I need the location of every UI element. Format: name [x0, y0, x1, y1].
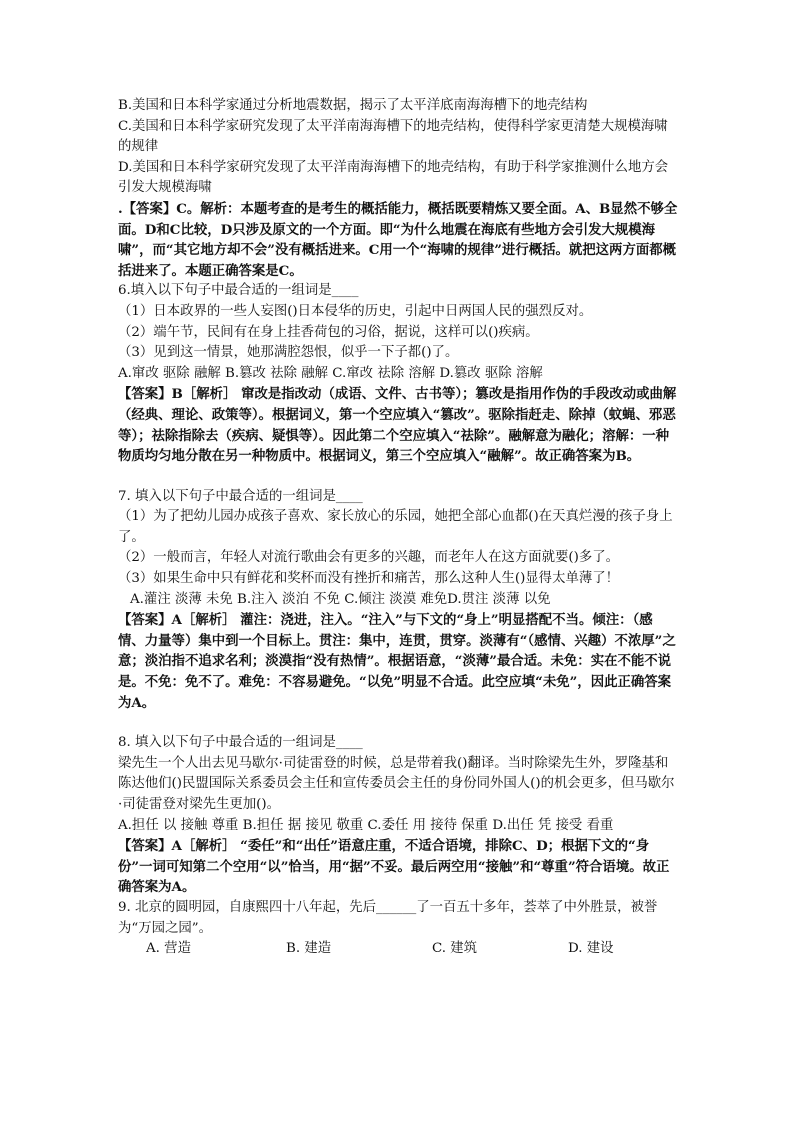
- question-7: 7. 填入以下句子中最合适的一组词是____: [118, 488, 363, 504]
- question-9: 9. 北京的圆明园，自康熙四十八年起，先后______了一百五十多年，荟萃了中外胜景，被誉为“万园之园”。: [118, 899, 658, 936]
- document-page: [118, 96, 678, 960]
- question-6-options: A.窜改 驱除 融解 B.篡改 祛除 融解 C.窜改 祛除 溶解 D.篡改 驱除 溶解: [118, 365, 543, 381]
- question-6-sentence-1: （1）日本政界的一些人妄图()日本侵华的历史，引起中日两国人民的强烈反对。: [118, 303, 593, 319]
- option-c-line: C.美国和日本科学家研究发现了太平洋南海海槽下的地壳结构，使得科学家更清楚大规模海啸的规律: [118, 118, 668, 155]
- q9-option-d: D. 建设: [568, 941, 614, 957]
- question-6-sentence-3: （3）见到这一情景，她那满腔怨恨，似乎一下子都()了。: [118, 345, 459, 361]
- q9-option-a: A. 营造: [146, 941, 191, 957]
- answer-8: 【答案】A［解析］ “委任”和“出任”语意庄重，不适合语境，排除C、D；根据下文的“身份”一词可知第二个空用“以”恰当，用“据”不妥。最后两空用“接触”和“尊重”符合语境。故正确答案为A。: [118, 838, 670, 896]
- question-6: 6.填入以下句子中最合适的一组词是____: [118, 283, 359, 299]
- option-b-line: B.美国和日本科学家通过分析地震数据，揭示了太平洋底南海海槽下的地壳结构: [118, 98, 588, 113]
- question-7-sentence-2: （2）一般而言，年轻人对流行歌曲会有更多的兴趣，而老年人在这方面就要()多了。: [118, 550, 620, 566]
- question-9-options: [118, 939, 678, 960]
- question-7-sentence-1: （1）为了把幼儿园办成孩子喜欢、家长放心的乐园，她把全部心血都()在天真烂漫的孩子身上了。: [118, 509, 673, 545]
- answer-5: .【答案】C。解析：本题考查的是考生的概括能力，概括既要精炼又要全面。A、B显然不够全面。D和C比较，D只涉及原文的一个方面。即“为什么地震在海底有些地方会引发大规模海啸”，而“其它地方却不会”没有概括进来。C用一个“海啸的规律”进行概括。就把这两方面都概括进来了。本题正确答案是C。: [118, 200, 678, 279]
- q9-option-c: C. 建筑: [432, 941, 478, 957]
- question-7-options: A.灌注 淡薄 未免 B.注入 淡泊 不免 C.倾注 淡漠 难免D.贯注 淡薄 以免: [130, 591, 551, 607]
- answer-6: 【答案】B［解析］ 窜改是指改动（成语、文件、古书等）；篡改是指用作伪的手段改动或曲解（经典、理论、政策等）。根据词义，第一个空应填入“篡改”。驱除指赶走、除掉（蚊蝇、邪恶等）；祛除指除去（疾病、疑惧等）。因此第二个空应填入“祛除”。融解意为融化；溶解：一种物质均匀地分散在另一种物质中。根据词义，第三个空应填入“融解”。故正确答案为B。: [118, 386, 677, 465]
- option-d-line: D.美国和日本科学家研究发现了太平洋南海海槽下的地壳结构，有助于科学家推测什么地方会引发大规模海啸: [118, 159, 669, 196]
- spacer: [118, 713, 678, 733]
- question-8-options: A.担任 以 接触 尊重 B.担任 据 接见 敬重 C.委任 用 接待 保重 D.出任 凭 接受 看重: [118, 817, 614, 833]
- question-6-sentence-2: （2）端午节，民间有在身上挂香荷包的习俗，据说，这样可以()疾病。: [118, 324, 539, 340]
- answer-7: 【答案】A［解析］ 灌注：浇进，注入。“注入”与下文的“身上”明显搭配不当。倾注：（感情、力量等）集中到一个目标上。贯注：集中，连贯，贯穿。淡薄有“（感情、兴趣）不浓厚”之意；淡泊指不追求名利；淡漠指“没有热情”。根据语意，“淡薄”最合适。未免：实在不能不说是。不免：免不了。难免：不容易避免。“以免”明显不合适。此空应填“未免”，因此正确答案为A。: [118, 612, 676, 711]
- question-7-sentence-3: （3）如果生命中只有鲜花和奖杯而没有挫折和痛苦，那么这种人生()显得太单薄了！: [118, 571, 620, 587]
- spacer: [118, 467, 678, 487]
- q9-option-b: B. 建造: [286, 941, 332, 957]
- question-8-sentence: 梁先生一个人出去见马歇尔·司徒雷登的时候，总是带着我()翻译。当时除梁先生外，罗隆基和陈达他们()民盟国际关系委员会主任和宣传委员会主任的身份同外国人()的机会更多，但马歇尔·司徒雷登对梁先生更加()。: [118, 755, 675, 812]
- question-8: 8. 填入以下句子中最合适的一组词是____: [118, 735, 363, 751]
